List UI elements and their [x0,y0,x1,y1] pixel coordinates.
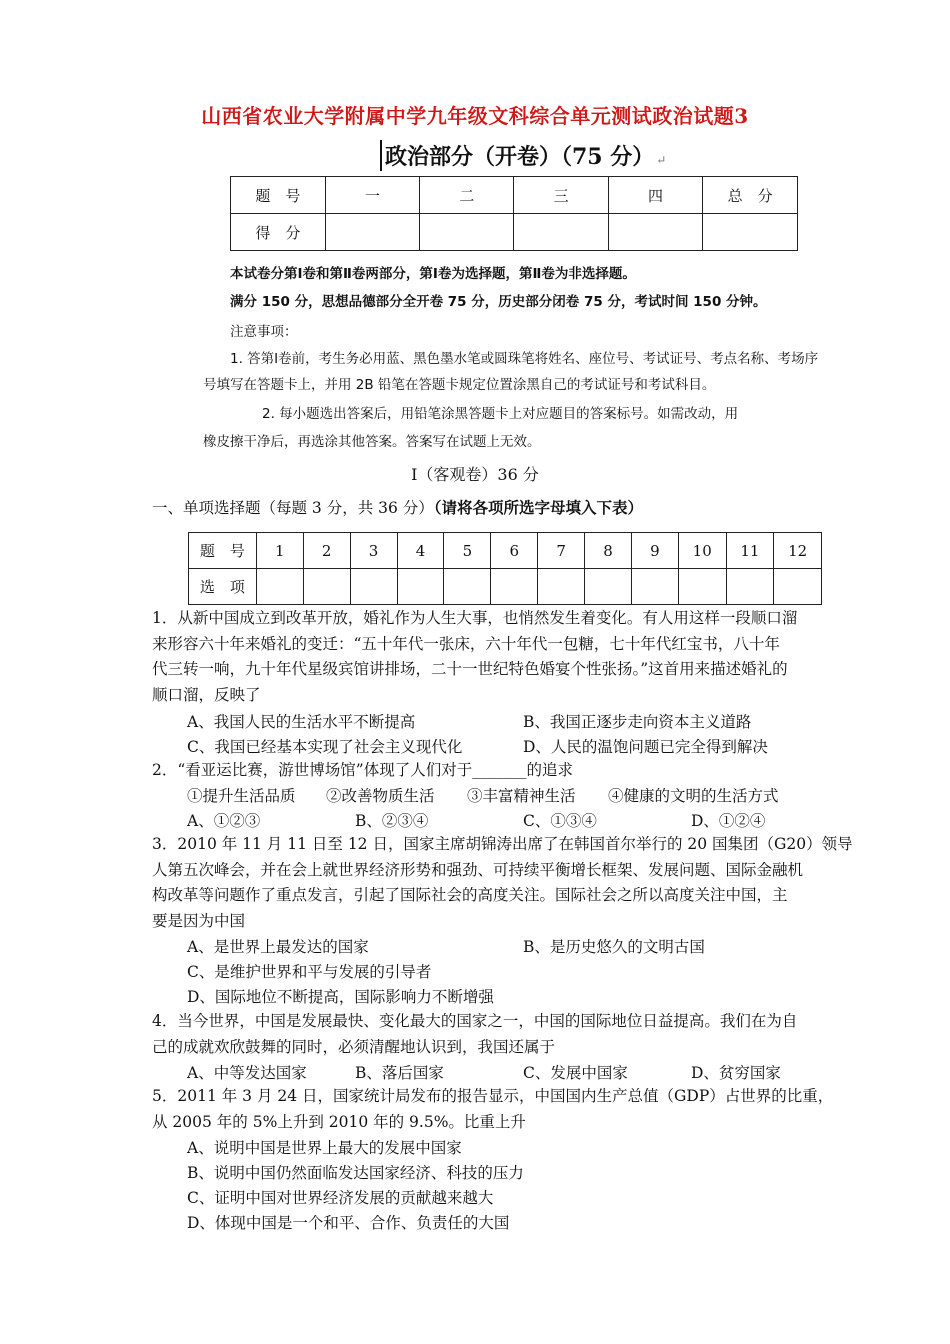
answer-number-cell: 12 [774,533,822,569]
score-row-label: 得 分 [231,214,326,251]
q1-option-d: D、人民的温饱问题已完全得到解决 [523,738,768,756]
answer-number-cell: 9 [631,533,678,569]
q3-option-a: A、是世界上最发达的国家 [187,938,369,956]
q5-option-c: C、证明中国对世界经济发展的贡献越来越大 [187,1189,494,1207]
score-header-cell: 四 [608,177,702,214]
answer-choice-cell[interactable] [726,569,774,605]
notice-title: 注意事项： [230,324,298,340]
answer-number-cell: 8 [585,533,632,569]
q5-option-b: B、说明中国仍然面临发达国家经济、科技的压力 [187,1164,524,1182]
answer-table-choice-row [189,569,822,605]
q2-item-4: ④健康的文明的生活方式 [608,787,779,805]
q2-option-d: D、①②④ [691,812,766,830]
question-line: 己的成就欢欣鼓舞的同时，必须清醒地认识到，我国还属于 [152,1037,556,1056]
notice-2-line-1: 2. 每小题选出答案后，用铅笔涂黑答题卡上对应题目的答案标号。如需改动，用 [262,406,739,422]
answer-number-cell: 4 [397,533,444,569]
question-4 [152,1009,858,1060]
question-1 [152,606,858,708]
answer-header-label: 题 号 [189,533,257,569]
answer-number-cell: 7 [538,533,585,569]
answer-choice-cell[interactable] [631,569,678,605]
section-heading-text: 一、单项选择题（每题 3 分，共 36 分） [152,499,434,517]
answer-choice-cell[interactable] [774,569,822,605]
score-cell[interactable] [608,214,702,251]
score-table [230,176,798,251]
question-line: 从 2005 年的 5%上升到 2010 年的 9.5%。比重上升 [152,1112,526,1131]
q3-option-c: C、是维护世界和平与发展的引导者 [187,963,432,981]
section-heading-instruction: （请将各项所选字母填入下表） [433,498,644,517]
answer-number-cell: 5 [444,533,491,569]
answer-row-label: 选 项 [189,569,257,605]
part-title-text: 政治部分（开卷）（75 分） [385,144,655,170]
question-5 [152,1084,858,1135]
q4-option-c: C、发展中国家 [523,1064,628,1082]
intro-line-1: 本试卷分第Ⅰ卷和第Ⅱ卷两部分，第Ⅰ卷为选择题，第Ⅱ卷为非选择题。 [230,266,636,282]
notice-1-line-1: 1. 答第Ⅰ卷前，考生务必用蓝、黑色墨水笔或圆珠笔将姓名、座位号、考试证号、考点名称、考场序 [230,351,819,367]
q3-option-b: B、是历史悠久的文明古国 [523,938,705,956]
question-line: 1．从新中国成立到改革开放，婚礼作为人生大事，也悄然发生着变化。有人用这样一段顺口溜 [152,609,798,627]
answer-table-number-row [189,533,822,569]
intro-line-2: 满分 150 分，思想品德部分全开卷 75 分，历史部分闭卷 75 分，考试时间 150 分钟。 [230,294,767,310]
score-cell[interactable] [703,214,798,251]
question-line: 要是因为中国 [152,911,246,930]
question-line: 人第五次峰会，并在会上就世界经济形势和强劲、可持续平衡增长框架、发展问题、国际金融机 [152,860,804,879]
answer-table [188,532,822,605]
question-line: 来形容六十年来婚礼的变迁：“五十年代一张床，六十年代一包糖，七十年代红宝书，八十年 [152,634,780,653]
answer-number-cell: 1 [256,533,303,569]
score-header-cell: 总 分 [703,177,798,214]
question-line: 顺口溜，反映了 [152,685,261,704]
question-line: 4．当今世界，中国是发展最快、变化最大的国家之一，中国的国际地位日益提高。我们在为自 [152,1012,798,1030]
document-title: 山西省农业大学附属中学九年级文科综合单元测试政治试题3 [201,104,749,128]
question-3 [152,832,858,934]
q4-option-a: A、中等发达国家 [187,1064,307,1082]
question-2 [152,758,858,784]
q2-item-2: ②改善物质生活 [326,787,435,805]
q4-option-b: B、落后国家 [355,1064,444,1082]
answer-choice-cell[interactable] [397,569,444,605]
q5-option-d: D、体现中国是一个和平、合作、负责任的大国 [187,1214,510,1232]
answer-choice-cell[interactable] [256,569,303,605]
q2-option-a: A、①②③ [187,812,261,830]
answer-choice-cell[interactable] [444,569,491,605]
score-table-score-row [231,214,798,251]
answer-choice-cell[interactable] [303,569,350,605]
q1-option-b: B、我国正逐步走向资本主义道路 [523,713,752,731]
question-line: 2．“看亚运比赛，游世博场馆”体现了人们对于_______的追求 [152,761,573,779]
q5-option-a: A、说明中国是世界上最大的发展中国家 [187,1139,462,1157]
answer-number-cell: 10 [678,533,726,569]
answer-choice-cell[interactable] [538,569,585,605]
answer-choice-cell[interactable] [491,569,538,605]
notice-2-line-2: 橡皮擦干净后，再选涂其他答案。答案写在试题上无效。 [203,434,541,450]
answer-number-cell: 2 [303,533,350,569]
answer-choice-cell[interactable] [678,569,726,605]
q2-item-3: ③丰富精神生活 [467,787,576,805]
question-line: 5．2011 年 3 月 24 日，国家统计局发布的报告显示，中国国内生产总值（GDP）占世界的比重， [152,1087,834,1105]
q3-option-d: D、国际地位不断提高，国际影响力不断增强 [187,988,494,1006]
q2-option-c: C、①③④ [523,812,597,830]
score-cell[interactable] [514,214,608,251]
answer-number-cell: 3 [350,533,397,569]
answer-choice-cell[interactable] [350,569,397,605]
score-table-header-row [231,177,798,214]
paragraph-mark-icon: ↵ [656,153,667,167]
section-heading [152,496,643,518]
score-header-cell: 三 [514,177,608,214]
part-title [380,140,666,171]
answer-choice-cell[interactable] [585,569,632,605]
question-line: 代三转一响，九十年代星级宾馆讲排场，二十一世纪特色婚宴个性张扬。”这首用来描述婚礼的 [152,660,788,678]
q2-option-b: B、②③④ [355,812,429,830]
q1-option-c: C、我国已经基本实现了社会主义现代化 [187,738,463,756]
section-1-title: Ⅰ（客观卷）36 分 [411,465,539,484]
score-header-cell: 题 号 [231,177,326,214]
q4-option-d: D、贫穷国家 [691,1064,781,1082]
score-header-cell: 一 [325,177,419,214]
question-line: 3．2010 年 11 月 11 日至 12 日，国家主席胡锦涛出席了在韩国首尔举行的 20 国集团（G20）领导 [152,835,853,853]
score-header-cell: 二 [420,177,514,214]
score-cell[interactable] [325,214,419,251]
question-line: 构改革等问题作了重点发言，引起了国际社会的高度关注。国际社会之所以高度关注中国，主 [152,886,788,904]
q1-option-a: A、我国人民的生活水平不断提高 [187,713,416,731]
q2-item-1: ①提升生活品质 [187,787,296,805]
answer-number-cell: 11 [726,533,774,569]
answer-number-cell: 6 [491,533,538,569]
notice-1-line-2: 号填写在答题卡上，并用 2B 铅笔在答题卡规定位置涂黑自己的考试证号和考试科目。 [203,377,716,393]
score-cell[interactable] [420,214,514,251]
